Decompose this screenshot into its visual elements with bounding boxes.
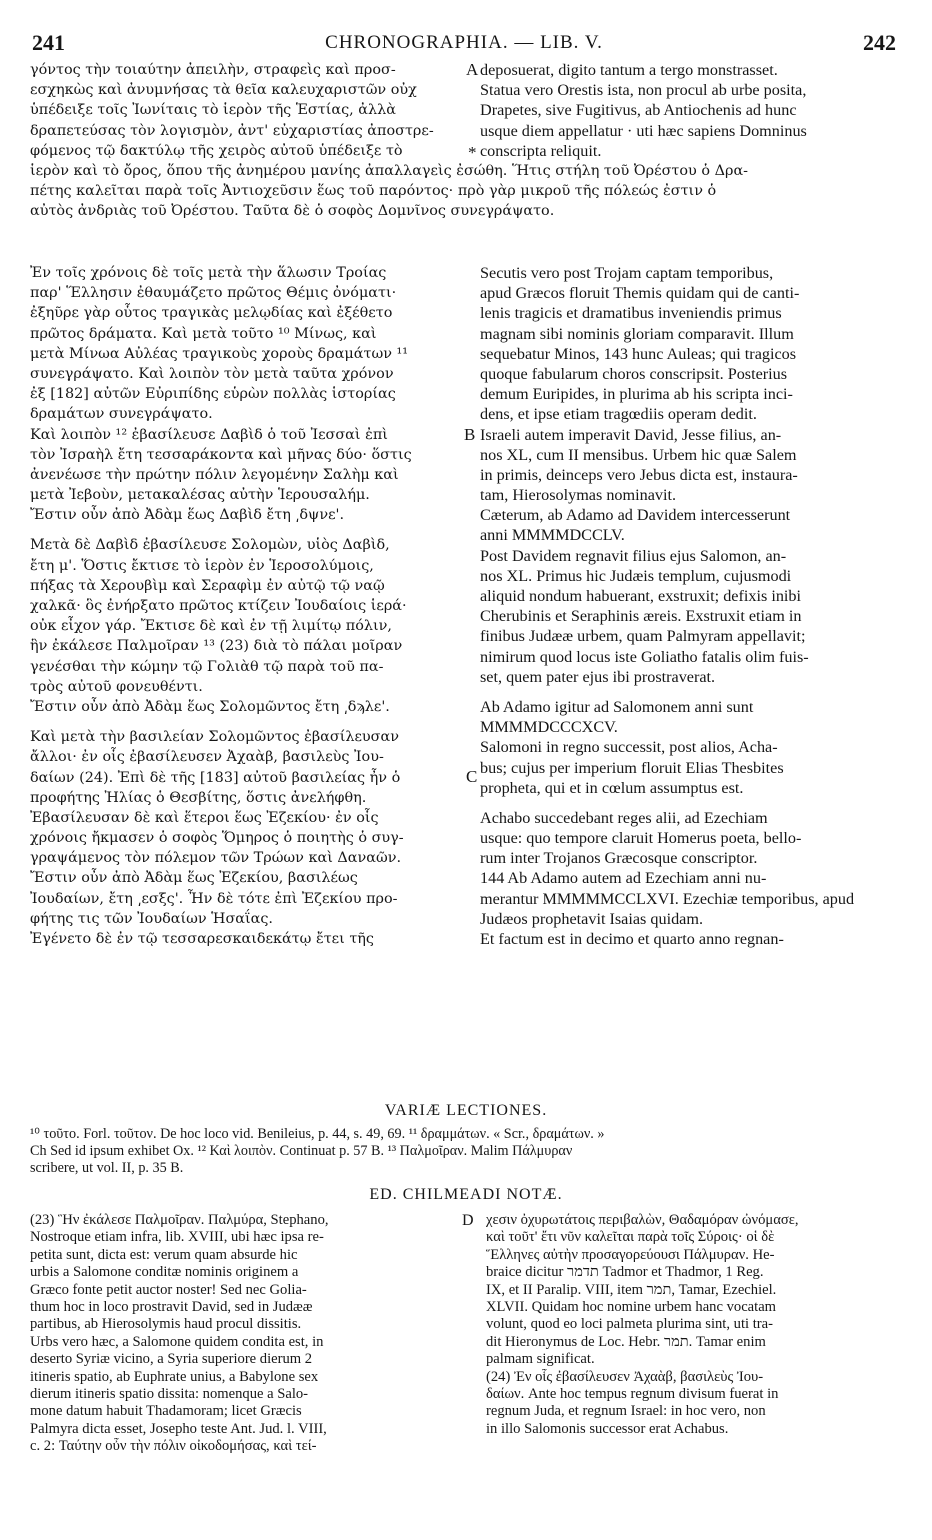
note-line: Palmyra dicta esset, Josepho teste Ant. Jud. l. VIII,: [30, 1420, 327, 1437]
latin-text-line: apud Græcos floruit Themis quidam qui de canti-: [480, 284, 800, 303]
latin-text-line: Ab Adamo igitur ad Salomonem anni sunt: [480, 697, 754, 716]
greek-text-line: συνεγράψατο. Καὶ λοιπὸν τὸν μετὰ ταῦτα χρόνον: [30, 365, 394, 382]
greek-text-line: Ἔστιν οὖν ἀπὸ Ἀδὰμ ἕως Ἐζεκίου, βασιλέως: [30, 870, 358, 887]
greek-text-line: χρόνοις ἤκμασεν ὁ σοφὸς Ὅμηρος ὁ ποιητὴς ὁ συγ-: [30, 830, 404, 847]
greek-text-line: ὑπέδειξε τοῖς Ἰωνίταις τὸ ἱερὸν τῆς Ἑστίας, ἀλλὰ: [30, 102, 396, 119]
latin-text-line: conscripta reliquit.: [480, 141, 602, 160]
latin-text-line: sequebatur Minos, 143 hunc Auleas; qui tragicos: [480, 344, 797, 363]
note-line: c. 2: Ταύτην οὖν τὴν πόλιν οἰκοδομήσας, καὶ τεί-: [30, 1438, 317, 1455]
latin-text-line: quoque fabularum choros conscripsit. Posterius: [480, 364, 788, 383]
greek-column-main: [30, 263, 462, 949]
latin-text-line: in primis, deinceps vero Jebus dicta est, instaura-: [480, 465, 798, 484]
latin-text-line: Cherubinis et Seraphinis æreis. Exstruxit etiam in: [480, 607, 802, 626]
note-line: in illo Salomonis successor erat Achabus.: [486, 1420, 729, 1437]
latin-column-main: [480, 263, 896, 949]
note-line: regnum Juda, et regnum Israel: in hoc vero, non: [486, 1403, 766, 1420]
chilmead-notes-left: [30, 1212, 450, 1455]
latin-text-line: aliquid nondum habuerant, exstruxit; defixis inibi: [480, 587, 801, 605]
greek-text-line: ἱερὸν καὶ τὸ ὄρος, ὅπου τῆς ἀνημέρου μανίης ἀπαλλαγεὶς ἐσώθη. Ἥτις στήλη τοῦ Ὀρέστου ὁ Δρα-: [30, 163, 749, 179]
latin-text-line: Drapetes, sive Fugitivus, ab Antiochenis ad hunc: [480, 101, 797, 120]
latin-text-line: tam, Hierosolymas nominavit.: [480, 486, 677, 505]
latin-text-line: finibus Judææ urbem, quam Palmyram appellavit;: [480, 627, 806, 646]
running-title: CHRONOGRAPHIA. — LIB. V.: [325, 32, 603, 53]
latin-text-line: Salomoni in regno successit, post alios, Acha-: [480, 738, 778, 757]
greek-text-line: τὸν Ἰσραὴλ ἔτη τεσσαράκοντα καὶ μῆνας δύο· ὅστις: [30, 446, 412, 463]
page-number-left: 241: [32, 30, 65, 55]
latin-text-line: Secutis vero post Trojam captam temporibus,: [480, 264, 774, 282]
note-line: Nostroque etiam infra, lib. XVIII, ubi hæc ipsa re-: [30, 1229, 324, 1246]
variae-lectiones: [30, 1126, 900, 1177]
chilmead-title: ED. CHILMEADI NOTÆ.: [369, 1186, 563, 1203]
greek-text-line: Ἐβασίλευσαν δὲ καὶ ἕτεροι ἕως Ἐζεκίου· ἐν οἷς: [30, 809, 379, 826]
greek-text-line: φόμενος τῷ δακτύλῳ τῆς χειρὸς αὐτοῦ ὑπέδειξε τὸ: [30, 142, 403, 159]
note-line: καὶ τοῦτ' ἔτι νῦν καλεῖται παρὰ τοῖς Σύροις· οἱ δὲ: [486, 1229, 775, 1246]
running-header: [32, 30, 896, 56]
note-line: thum hoc in loco prostravit David, sed in Judææ: [30, 1298, 313, 1315]
greek-text-line: ἔτη μ'. Ὅστις ἔκτισε τὸ ἱερὸν ἐν Ἱεροσολύμοις,: [30, 557, 374, 574]
margin-letter-d: D: [462, 1212, 474, 1229]
greek-text-line: δραπετεύσας τὸν λογισμὸν, ἀντ' εὐχαριστίας ἀποστρε-: [30, 122, 434, 139]
latin-text-line: propheta, qui et in cœlum assumptus est.: [480, 778, 744, 797]
variant-reading-line: Ch Sed id ipsum exhibet Ox. ¹² Καὶ λοιπὸν. Continuat p. 57 B. ¹³ Παλμοῖραν. Malim Πάλμυραν: [30, 1143, 573, 1159]
latin-text-line: [480, 687, 896, 697]
greek-text-line: Καὶ λοιπὸν ¹² ἐβασίλευσε Δαβὶδ ὁ τοῦ Ἰεσσαὶ ἐπὶ: [30, 426, 388, 443]
greek-text-line: Ἐν τοῖς χρόνοις δὲ τοῖς μετὰ τὴν ἅλωσιν Τροίας: [30, 265, 387, 281]
latin-text-line: Judæos prophetavit Isaias quidam.: [480, 909, 703, 928]
greek-text-line: εσχηκὼς καὶ ἀνυμνήσας τὰ θεῖα καλευχαριστῶν οὐχ: [30, 82, 417, 99]
latin-text-line: Et factum est in decimo et quarto anno regnan-: [480, 930, 784, 948]
note-line: palmam significat.: [486, 1351, 595, 1368]
latin-column-top: [480, 60, 896, 161]
latin-text-line: lenis tragicis et dramatibus inveniendis primus: [480, 304, 782, 323]
greek-text-line: [30, 525, 462, 535]
greek-text-line: ἐξηῦρε γὰρ οὗτος τραγικὰς μελῳδίας καὶ ἐξέθετο: [30, 305, 393, 322]
greek-column-top: [30, 60, 462, 161]
greek-text-line: γραψάμενος τὸν πόλεμον τῶν Τρώων καὶ Δαναῶν.: [30, 850, 402, 867]
note-line: dit Hieronymus de Loc. Hebr. תמר. Tamar enim: [486, 1333, 766, 1350]
greek-text-line: Ἔστιν οὖν ἀπὸ Ἀδὰμ ἕως Δαβὶδ ἔτη ͵δψνε'.: [30, 507, 345, 524]
latin-text-line: demum Euripides, in plurima ab his scripta inci-: [480, 385, 793, 404]
margin-letter-c: C: [466, 767, 478, 786]
greek-text-line: Ἰουδαίων, ἔτη ͵εσξς'. Ἦν δὲ τότε ἐπὶ Ἐζεκίου προ-: [30, 890, 398, 907]
note-line: petita sunt, dicta est: verum quam absurde hic: [30, 1246, 298, 1263]
note-line: IX, et II Paralip. VIII, item תמר, Tamar, Ezechiel.: [486, 1281, 777, 1298]
variant-reading-line: scribere, ut vol. II, p. 35 B.: [30, 1160, 184, 1176]
latin-text-line: dens, et ipse etiam tragœdiis operam dedit.: [480, 405, 757, 424]
greek-text-line: Μετὰ δὲ Δαβὶδ ἐβασίλευσε Σολομὼν, υἱὸς Δαβὶδ,: [30, 537, 390, 554]
latin-text-line: set, quem pater ejus ibi prostraverat.: [480, 667, 716, 686]
latin-text-line: usque diem appellatur · uti hæc sapiens Domninus: [480, 121, 807, 140]
note-line: (23) Ἣν ἐκάλεσε Παλμοῖραν. Παλμύρα, Stephano,: [30, 1212, 329, 1228]
greek-text-line: γενέσθαι τὴν κώμην τῷ Γολιὰθ τῷ παρὰ τοῦ πα-: [30, 658, 384, 675]
note-line: Ἕλληνες αὐτὴν προσαγορεύουσι Πάλμυραν. He-: [486, 1246, 775, 1263]
note-line: Urbs vero hæc, a Salomone quidem condita est, in: [30, 1333, 324, 1350]
latin-text-line: Statua vero Orestis ista, non procul ab urbe posita,: [480, 81, 807, 100]
latin-text-line: usque: quo tempore claruit Homerus poeta, bello-: [480, 829, 802, 848]
greek-text-line: [30, 717, 462, 727]
greek-text-line: ἣν ἐκάλεσε Παλμοῖραν ¹³ (23) διὰ τὸ πάλαι μοῖραν: [30, 638, 403, 655]
greek-text-line: ἐξ [182] αὐτῶν Εὐριπίδης εὑρὼν πολλὰς ἱστορίας: [30, 386, 396, 403]
note-line: urbis a Salomone conditæ nominis originem a: [30, 1264, 299, 1281]
greek-text-line: προφήτης Ἠλίας ὁ Θεσβίτης, ὅστις ἀνελήφθη.: [30, 789, 367, 806]
greek-text-line: παρ' Ἕλλησιν ἐθαυμάζετο πρῶτος Θέμις ὀνόματι·: [30, 285, 397, 302]
note-line: itineris spatio, ab Euphrate unius, a Babylone sex: [30, 1368, 319, 1385]
latin-text-line: Achabo succedebant reges alii, ad Ezechiam: [480, 808, 768, 827]
note-line: Græco fonte petit auctor noster! Sed nec Golia-: [30, 1281, 307, 1298]
greek-text-line: μετὰ Ἰεβοὺν, μετακαλέσας αὐτὴν Ἱερουσαλήμ.: [30, 487, 370, 504]
chilmead-notes-right: [486, 1212, 900, 1438]
greek-text-line: μετὰ Μίνωα Αὐλέας τραγικοὺς χοροὺς δραμάτων ¹¹: [30, 345, 409, 362]
note-line: braice dicitur תדמר Tadmor et Thadmor, 1 Reg.: [486, 1264, 764, 1281]
greek-text-line: πρῶτος δράματα. Καὶ μετὰ τοῦτο ¹⁰ Μίνως, καὶ: [30, 325, 377, 342]
note-line: dierum itineris spatio dissita: nomenque a Salo-: [30, 1385, 309, 1402]
variae-title: VARIÆ LECTIONES.: [384, 1102, 548, 1119]
latin-text-line: magnam sibi nominis gloriam comparavit. Illum: [480, 324, 794, 343]
note-line: partibus, ab Hierosolymis haud procul dissitis.: [30, 1316, 302, 1333]
latin-text-line: 144 Ab Adamo autem ad Ezechiam anni nu-: [480, 869, 767, 888]
latin-text-line: rum inter Trojanos Græcosque conscriptor.: [480, 849, 758, 868]
variant-reading-line: ¹⁰ τοῦτο. Forl. τοῦτον. De hoc loco vid. Benileius, p. 44, s. 49, 69. ¹¹ δραμμάτων. « Scr., δραμάτων. »: [30, 1126, 605, 1142]
note-line: (24) Ἐν οἷς ἐβασίλευσεν Ἀχαὰβ, βασιλεὺς Ἰου-: [486, 1368, 764, 1385]
greek-full-width-lines: [30, 161, 896, 222]
greek-text-line: αὐτὸς ἀνδριὰς τοῦ Ὀρέστου. Ταῦτα δὲ ὁ σοφὸς Δομνῖνος συνεγράψατο.: [30, 203, 555, 220]
latin-text-line: Cæterum, ab Adamo ad Davidem intercesserunt: [480, 506, 791, 525]
note-line: χεσιν ὀχυρωτάτοις περιβαλὼν, Θαδαμόραν ὠνόμασε,: [486, 1212, 799, 1228]
latin-text-line: merantur MMMMMCCLXVI. Ezechiæ temporibus, apud: [480, 889, 855, 908]
latin-text-line: anni MMMMDCCLV.: [480, 526, 625, 545]
note-line: volunt, quod eo loci palmeta plurima sint, uti tra-: [486, 1316, 773, 1333]
greek-text-line: φήτης τις τῶν Ἰουδαίων Ἡσαΐας.: [30, 910, 273, 927]
latin-text-line: deposuerat, digito tantum a tergo monstrasset.: [480, 61, 778, 79]
greek-text-line: δραμάτων συνεγράψατο.: [30, 406, 213, 423]
latin-text-line: bus; cujus per imperium floruit Elias Thesbites: [480, 758, 784, 777]
latin-text-line: nos XL, cum II mensibus. Urbem hic quæ Salem: [480, 445, 797, 464]
greek-text-line: Ἔστιν οὖν ἀπὸ Ἀδὰμ ἕως Σολομῶντος ἔτη ͵δϡλε'.: [30, 698, 390, 715]
greek-text-line: πέτης καλεῖται παρὰ τοῖς Ἀντιοχεῦσιν ἕως τοῦ παρόντος· πρὸ γὰρ μικροῦ τῆς πόλεώς ἐστιν ὁ: [30, 183, 717, 200]
latin-text-line: Israeli autem imperavit David, Jesse filius, an-: [480, 425, 782, 444]
margin-letter-a: A: [466, 60, 479, 79]
greek-text-line: Καὶ μετὰ τὴν βασιλείαν Σολομῶντος ἐβασίλευσαν: [30, 729, 399, 746]
latin-text-line: [480, 798, 896, 808]
note-line: mone datum habuit Thadamoram; licet Græcis: [30, 1403, 302, 1420]
latin-text-line: Post Davidem regnavit filius ejus Salomon, an-: [480, 546, 787, 565]
note-line: δαίων. Ante hoc tempus regnum divisum fuerat in: [486, 1385, 779, 1402]
greek-text-line: δαίων (24). Ἐπὶ δὲ τῆς [183] αὐτοῦ βασιλείας ἦν ὁ: [30, 769, 401, 786]
latin-text-line: nimirum quod locus iste Goliatho fatalis olim fuis-: [480, 647, 809, 666]
page-number-right: 242: [863, 30, 896, 55]
margin-letter-b: B: [464, 425, 476, 444]
latin-text-line: nos XL. Primus hic Judæis templum, cujusmodi: [480, 566, 792, 585]
greek-text-line: οὐκ εἶχον γάρ. Ἔκτισε δὲ καὶ ἐν τῇ λιμίτῳ πόλιν,: [30, 618, 393, 635]
note-line: deserto Syriæ vicino, a Syria superiore dierum 2: [30, 1351, 313, 1368]
greek-text-line: γόντος τὴν τοιαύτην ἀπειλὴν, στραφεὶς καὶ προσ-: [30, 62, 396, 78]
greek-text-line: ἀνενέωσε τὴν πρώτην πόλιν λεγομένην Σαλὴμ καὶ: [30, 466, 399, 483]
greek-text-line: Ἐγένετο δὲ ἐν τῷ τεσσαρεσκαιδεκάτῳ ἔτει τῆς: [30, 931, 374, 947]
greek-text-line: χαλκᾶ· ὃς ἐνήρξατο πρῶτος κτίζειν Ἰουδαίοις ἱερά·: [30, 598, 407, 614]
greek-text-line: τρὸς αὐτοῦ φονευθέντι.: [30, 678, 203, 695]
margin-star: *: [468, 143, 477, 162]
greek-text-line: ἄλλοι· ἐν οἷς ἐβασίλευσεν Ἀχαὰβ, βασιλεὺς Ἰου-: [30, 749, 384, 766]
note-line: XLVII. Quidam hoc nomine urbem hanc vocatam: [486, 1298, 777, 1315]
latin-text-line: MMMMDCCCXCV.: [480, 718, 618, 737]
greek-text-line: πήξας τὰ Χερουβὶμ καὶ Σεραφὶμ ἐν αὐτῷ τῷ ναῷ: [30, 577, 385, 594]
